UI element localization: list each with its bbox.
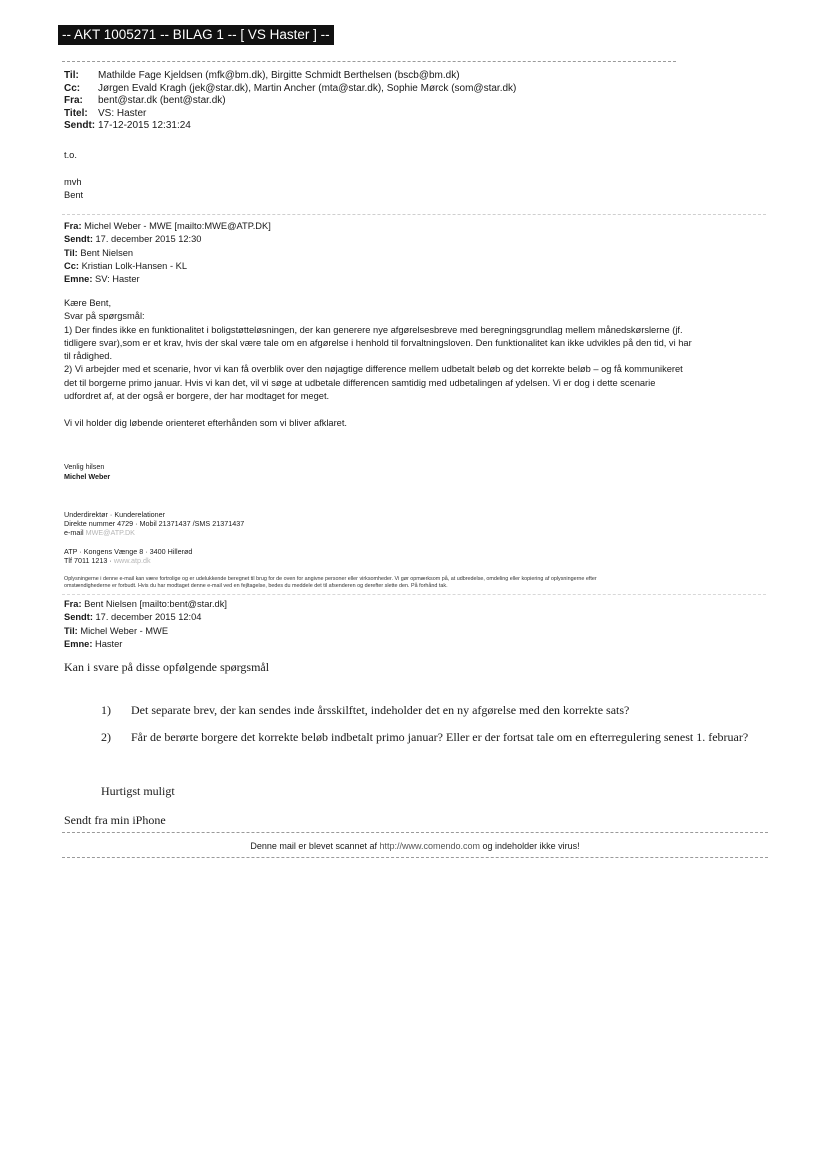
signature-disclaimer <box>64 576 774 591</box>
reply-til: Bent Nielsen <box>80 247 134 258</box>
signature-web-row <box>64 556 151 566</box>
divider <box>62 61 676 62</box>
signature-phones: Direkte nummer 4729 · Mobil 21371437 /SMS 21371437 <box>64 519 245 528</box>
cc-label: Cc: <box>64 82 81 94</box>
reply-p1-line: til rådighed. <box>64 351 113 362</box>
cc-value: Jørgen Evald Kragh (jek@star.dk), Martin Ancher (mta@star.dk), Sophie Mørck (som@star.dk) <box>98 82 517 94</box>
reply-header <box>64 220 271 286</box>
intro-mvh: mvh <box>64 177 82 187</box>
titel-value: VS: Haster <box>98 107 147 119</box>
email-header <box>64 70 764 133</box>
orig-fra: Bent Nielsen [mailto:bent@star.dk] <box>84 599 227 609</box>
reply-emne-label: Emne: <box>64 274 93 285</box>
signature-name: Michel Weber <box>64 472 111 481</box>
signature-email-link[interactable]: MWE@ATP.DK <box>85 528 135 537</box>
fra-label: Fra: <box>64 95 83 106</box>
reply-cc: Kristian Lolk-Hansen - KL <box>81 260 187 271</box>
question-item <box>101 730 781 746</box>
scan-text-post: og indeholder ikke virus! <box>480 841 580 851</box>
reply-p2-line: 2) Vi arbejder med et scenarie, hvor vi kan få overblik over den nøjagtige difference mellem udbetalt beløb og det korrekte beløb – og få kommunikeret <box>64 364 683 375</box>
reply-fra: Michel Weber - MWE [mailto:MWE@ATP.DK] <box>84 221 271 231</box>
original-header <box>64 598 227 651</box>
orig-sendt-label: Sendt: <box>64 612 93 623</box>
question-text: Får de berørte borgere det korrekte beløb indbetalt primo januar? Eller er der fortsat tale om en efterregulering senest 1. februar? <box>131 730 749 744</box>
reply-til-label: Til: <box>64 247 78 258</box>
sendt-value: 17-12-2015 12:31:24 <box>98 120 191 131</box>
orig-emne-label: Emne: <box>64 638 93 649</box>
titel-label: Titel: <box>64 107 88 119</box>
reply-sendt-label: Sendt: <box>64 234 93 245</box>
reply-emne: SV: Haster <box>95 274 140 285</box>
header-sendt-row <box>64 120 764 133</box>
urgent-note: Hurtigst muligt <box>101 784 175 798</box>
scan-footer <box>62 840 768 852</box>
question-text: Det separate brev, der kan sendes inde årsskilftet, indeholder det en ny afgørelse med den korrekte sats? <box>131 703 630 717</box>
til-value: Mathilde Fage Kjeldsen (mfk@bm.dk), Birgitte Schmidt Berthelsen (bscb@bm.dk) <box>98 70 460 81</box>
sendt-label: Sendt: <box>64 120 96 131</box>
divider <box>62 214 766 215</box>
signature-title: Underdirektør · Kunderelationer <box>64 510 166 519</box>
orig-til: Michel Weber - MWE <box>80 625 169 636</box>
intro-name: Bent <box>64 190 84 200</box>
header-fra-row <box>64 95 764 108</box>
signature-address: ATP · Kongens Vænge 8 · 3400 Hillerød <box>64 547 193 556</box>
sent-from-iphone: Sendt fra min iPhone <box>64 813 166 827</box>
header-cc-row <box>64 83 764 96</box>
orig-til-label: Til: <box>64 625 78 636</box>
signature-email-label: e-mail <box>64 528 84 537</box>
signature-web-link[interactable]: www.atp.dk <box>113 556 151 565</box>
divider <box>62 594 766 595</box>
reply-p1-line: 1) Der findes ikke en funktionalitet i boligstøtteløsningen, der kan generere nye afgørelsesbreve med beregningsgrundlag mellem månedskørslerne (jf. <box>64 324 683 335</box>
scan-link[interactable]: http://www.comendo.com <box>379 841 481 851</box>
reply-cc-label: Cc: <box>64 260 79 271</box>
disclaimer-line: Oplysningerne i denne e-mail kan være fortrolige og er udelukkende beregnet til brug for de oven for angivne personer eller virksomheder. Vi gør opmærksom på, at udbredelse, omdeling eller kopiering af oplysningerne efter <box>64 576 597 582</box>
orig-emne: Haster <box>95 638 123 649</box>
reply-p2-line: udfordret af, at der også er borgere, der har modtaget for meget. <box>64 391 330 402</box>
reply-greeting: Kære Bent, <box>64 298 112 308</box>
question-number: 1) <box>101 703 111 717</box>
reply-p1-line: tidligere svar),som er et krav, hvis der skal være tale om en afgørelse i henhold til forvaltningsloven. Den funktionalitet kan ikke udvikles på den tid, vi har <box>64 337 692 348</box>
reply-answer-intro: Svar på spørgsmål: <box>64 311 145 322</box>
disclaimer-line: omstændighederne er forbudt. Hvis du har modtaget denne e-mail ved en fejltagelse, bedes du meddele det til afsenderen og derefter slette den. På forhånd tak. <box>64 583 448 590</box>
reply-body <box>64 297 774 431</box>
reply-closing: Vi vil holder dig løbende orienteret efterhånden som vi bliver afklaret. <box>64 418 348 429</box>
document-banner: -- AKT 1005271 -- BILAG 1 -- [ VS Haster ] -- <box>58 25 334 45</box>
signature-greeting: Venlig hilsen <box>64 462 105 471</box>
divider <box>62 832 768 833</box>
orig-sendt: 17. december 2015 12:04 <box>95 612 202 623</box>
question-intro: Kan i svare på disse opfølgende spørgsmål <box>64 660 270 674</box>
divider <box>62 857 768 858</box>
orig-fra-label: Fra: <box>64 599 82 609</box>
til-label: Til: <box>64 70 79 81</box>
reply-p2-line: det til borgerne primo januar. Hvis vi kan det, vil vi søge at udbetale differencen samtidig med udbetalingen af ydelsen. Vi er dog i dette scenarie <box>64 377 656 388</box>
signature-email-row <box>64 528 135 538</box>
question-number: 2) <box>101 730 111 744</box>
header-titel-row <box>64 108 764 121</box>
reply-sendt: 17. december 2015 12:30 <box>95 234 202 245</box>
reply-fra-label: Fra: <box>64 221 82 231</box>
question-item <box>101 703 781 719</box>
intro-to: t.o. <box>64 150 77 160</box>
scan-text-pre: Denne mail er blevet scannet af <box>250 841 380 851</box>
header-til-row <box>64 70 764 83</box>
signature-tlf: Tlf 7011 1213 · <box>64 556 112 565</box>
fra-value: bent@star.dk (bent@star.dk) <box>98 95 226 106</box>
